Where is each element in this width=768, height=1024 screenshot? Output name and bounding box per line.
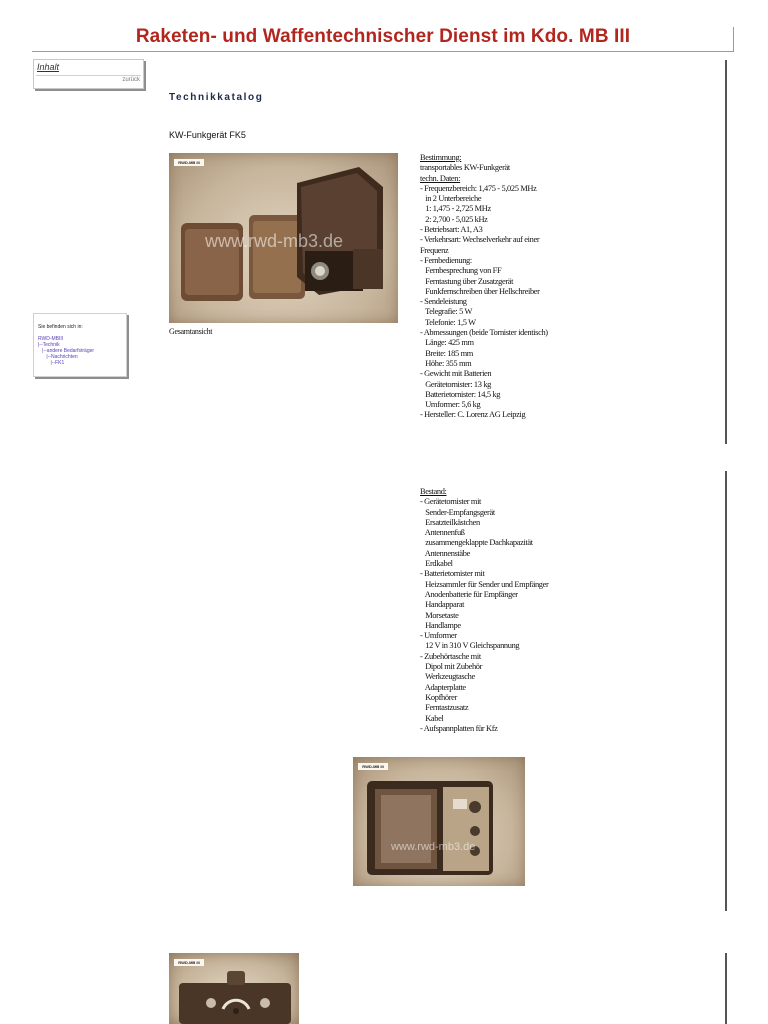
tech-line: Länge: 425 mm [420,338,474,348]
breadcrumb-title: Sie befinden sich in: [38,324,83,330]
tech-line: Ferntastung über Zusatzgerät [420,276,514,286]
inventory-line: Werkzeugtasche [420,672,475,682]
tech-line: Gerätetornister: 13 kg [420,379,492,389]
inhalt-link[interactable]: Inhalt [37,62,60,72]
inventory-line: - Batterietornister mit [420,569,485,579]
inventory-line: 12 V in 310 V Gleichspannung [420,641,520,651]
tech-line: transportables KW-Funkgerät [420,163,510,173]
tech-line: - Frequenzbereich: 1,475 - 5,025 MHz [420,183,537,193]
photo-tag: RWD-MB III [358,763,388,770]
tech-line: Frequenz [420,245,449,255]
inventory-line: Ferntastzusatz [420,703,469,713]
tech-line: Fernbesprechung von FF [420,266,502,276]
tech-line: - Fernbedienung: [420,255,472,265]
inventory-line: Sender-Empfangsgerät [420,507,495,517]
inventory-line: - Gerätetornister mit [420,497,482,507]
tech-line: Batterietornister: 14,5 kg [420,389,501,399]
tech-line: Telefonie: 1,5 W [420,317,476,327]
photo-tag: RWD-MB III [174,159,204,166]
breadcrumb-item[interactable]: |--FK1 [38,360,65,366]
inventory-line: Anodenbatterie für Empfänger [420,589,518,599]
inventory-line: Handlampe [420,620,461,630]
inventory-line: - Umformer [420,631,457,641]
open-case-illustration [353,757,525,886]
nav-divider [36,75,141,76]
photo-tag: RWD-MB III [174,959,204,966]
technical-data [420,153,548,421]
tech-line: 1: 1,475 - 2,725 MHz [420,204,491,214]
inventory-line: Morsetaste [420,610,459,620]
tech-line: - Sendeleistung [420,297,467,307]
breadcrumb-tree [38,336,94,366]
bestimmung-heading: Bestimmung: [420,153,462,162]
device-overview-photo[interactable] [169,153,398,323]
inventory-line: Ersatzteilkästchen [420,517,480,527]
inventory-line: Handapparat [420,600,465,610]
tech-line: Funkfernschreiben über Hellschreiber [420,286,540,296]
inventory-line: Dipol mit Zubehör [420,662,483,672]
inventory-line: Antennenstäbe [420,548,470,558]
right-border-line [725,953,727,1024]
inventory-line: - Zubehörtasche mit [420,651,481,661]
breadcrumb-item[interactable]: |--Nachrichten [38,354,78,360]
inventory-list [420,487,548,734]
breadcrumb-box [33,313,127,377]
breadcrumb-item[interactable]: |--Technik [38,342,60,348]
right-border-line [725,471,727,911]
front-panel-photo[interactable] [169,953,299,1024]
bestand-heading: Bestand: [420,487,447,496]
tech-line: - Verkehrsart: Wechselverkehr auf einer [420,235,540,245]
tech-line: Höhe: 355 mm [420,358,472,368]
tech-line: - Gewicht mit Batterien [420,369,492,379]
inventory-line: Heizsammler für Sender und Empfänger [420,579,549,589]
inventory-line: - Aufspannplatten für Kfz [420,723,498,733]
right-border-line [725,60,727,444]
tech-data-heading: techn. Daten: [420,173,461,183]
breadcrumb-item[interactable]: RWD-MBIII [38,336,64,342]
inventory-line: Kabel [420,713,444,723]
photo-caption: Gesamtansicht [169,327,213,336]
breadcrumb-item[interactable]: |--andere Bedarfsträger [38,348,95,354]
site-title: Raketen- und Waffentechnischer Dienst im Kdo. MB III [135,26,631,47]
inventory-line: Kopfhörer [420,692,457,702]
nav-box [33,59,144,89]
tech-line: - Hersteller: C. Lorenz AG Leipzig [420,410,526,420]
back-link[interactable]: zurück [122,77,140,83]
inventory-line: zusammengeklappte Dachkapazität [420,538,533,548]
header-divider [32,51,734,52]
tech-line: Telegrafie: 5 W [420,307,473,317]
photo-watermark: www.rwd-mb3.de [391,841,476,853]
tech-line: - Betriebsart: A1, A3 [420,225,483,235]
page-title: Technikkatalog [169,92,264,103]
inventory-line: Adapterplatte [420,682,466,692]
device-title: KW-Funkgerät FK5 [169,130,246,140]
tech-line: Umformer: 5,6 kg [420,400,481,410]
tech-line: 2: 2,700 - 5,025 kHz [420,214,488,224]
tech-line: in 2 Unterbereiche [420,194,482,204]
tech-line: Breite: 185 mm [420,348,473,358]
photo-watermark: www.rwd-mb3.de [205,231,344,251]
tech-line: - Abmessungen (beide Tornister identisch) [420,328,548,338]
open-tornister-photo[interactable] [353,757,525,886]
header-divider-right [733,27,734,52]
inventory-line: Erdkabel [420,559,453,569]
inventory-line: Antennenfuß [420,528,465,538]
